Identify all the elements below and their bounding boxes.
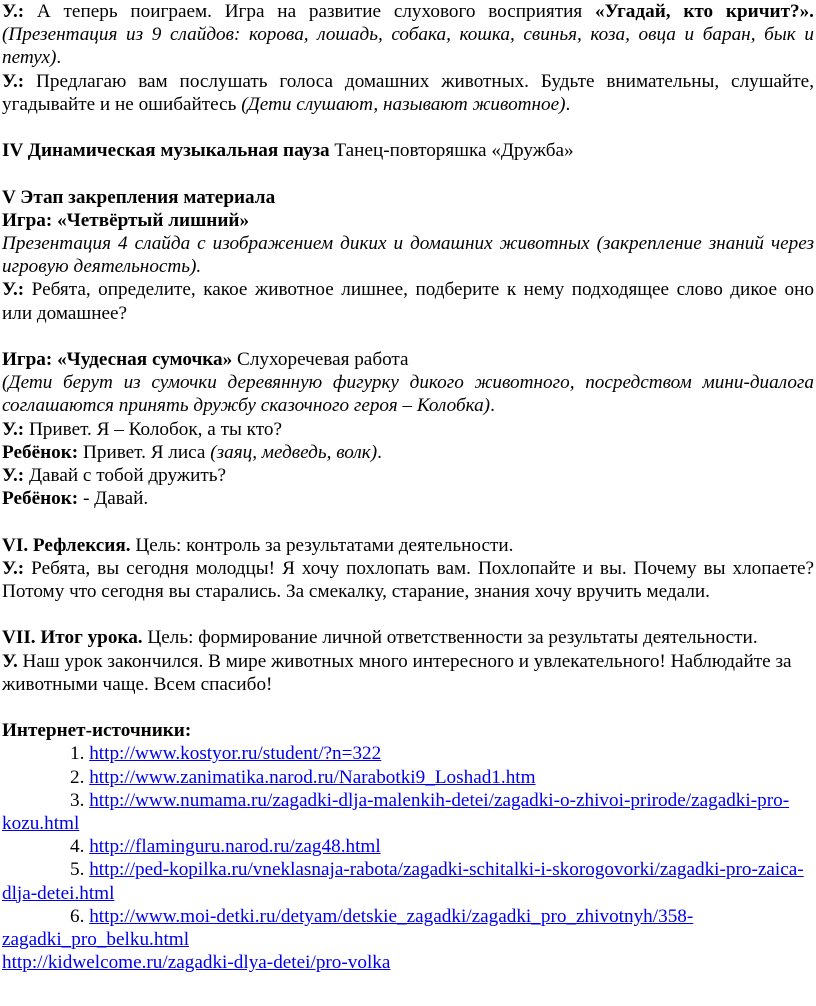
teacher-label: У. xyxy=(2,650,18,672)
game1-title xyxy=(2,209,814,232)
dialog-text: - Давай. xyxy=(78,488,149,510)
game2-text: Слухоречевая работа xyxy=(232,349,409,370)
goal-text: Цель: формирование личной ответственности за результаты деятельности. xyxy=(142,627,758,649)
game1-task xyxy=(2,278,814,324)
game-title: «Угадай, кто кричит?». xyxy=(594,1,814,22)
summary-text: Наш урок закончился. В мире животных много интересного и увлекательного! Наблюдайте за животными чаще. Всем спасибо! xyxy=(2,650,792,695)
source-link-6[interactable]: http://www.moi-detki.ru/detyam/detskie_zagadki/zagadki_pro_zhivotnyh/358-zagadki_pro_belku.html xyxy=(2,905,694,951)
source-item-2 xyxy=(2,766,814,789)
intro-paragraph xyxy=(2,0,814,70)
dialog-line-1 xyxy=(2,418,814,441)
punctuation: . xyxy=(490,395,495,417)
reflection-text: Ребята, вы сегодня молодцы! Я хочу похлопать вам. Похлопайте и вы. Почему вы хлопаете? Потому что сегодня вы старались. За смекалку, старание, знания хочу вручить медали. xyxy=(2,557,814,603)
summary-heading xyxy=(2,626,814,649)
listen-note: (Дети слушают, называют животное) xyxy=(241,93,566,115)
source-link-3[interactable]: http://www.numama.ru/zagadki-dlja-malenkih-detei/zagadki-o-zhivoi-prirode/zagadki-pro-kozu.html xyxy=(2,789,790,835)
teacher-label: У.: xyxy=(2,279,25,301)
teacher-label: У.: xyxy=(2,418,25,440)
source-item-3 xyxy=(2,789,814,835)
heading-text: Интернет-источники: xyxy=(2,720,192,742)
teacher-label: У.: xyxy=(2,70,25,92)
intro-text: А теперь поиграем. Игра на развитие слухового восприятия xyxy=(24,1,595,22)
source-link-1[interactable]: http://www.kostyor.ru/student/?n=322 xyxy=(89,743,382,765)
list-number: 2. xyxy=(70,766,85,788)
list-number: 5. xyxy=(70,859,85,881)
game2-title xyxy=(2,348,814,371)
section-heading-vi: VI. Рефлексия. xyxy=(2,534,131,556)
summary-paragraph xyxy=(2,650,814,696)
source-link-extra[interactable]: http://kidwelcome.ru/zagadki-dlya-detei/pro-volka xyxy=(2,952,391,974)
game2-note xyxy=(2,371,814,417)
source-item-4 xyxy=(2,835,814,858)
source-item-extra xyxy=(2,951,814,974)
punctuation: . xyxy=(565,93,571,115)
heading-text: V Этап закрепления материала xyxy=(2,186,276,208)
pause-paragraph xyxy=(2,139,814,162)
dialog-line-2 xyxy=(2,441,814,464)
dialog-text: Привет. Я лиса xyxy=(78,441,211,463)
source-item-1 xyxy=(2,742,814,765)
teacher-label: У.: xyxy=(2,1,25,22)
source-item-5 xyxy=(2,858,814,904)
source-link-5[interactable]: http://ped-kopilka.ru/vneklasnaja-rabota/zagadki-schitalki-i-skorogovorki/zagadki-pro-zaica-dlja-detei.html xyxy=(2,859,804,904)
dialog-line-3 xyxy=(2,464,814,487)
task-text: Ребята, определите, какое животное лишнее, подберите к нему подходящее слово дикое оно или домашнее? xyxy=(2,279,814,324)
source-item-6 xyxy=(2,905,814,951)
pause-text: Танец-повторяшка «Дружба» xyxy=(329,140,574,162)
presentation-note: (Презентация из 9 слайдов: корова, лошадь, собака, кошка, свинья, коза, овца и баран, бык и петух) xyxy=(2,24,814,69)
list-number: 4. xyxy=(70,836,85,858)
document-page xyxy=(2,0,814,974)
section-heading-vii: VII. Итог урока. xyxy=(2,627,143,649)
heading-text: Игра: «Чудесная сумочка» xyxy=(2,349,233,370)
listen-paragraph xyxy=(2,70,814,116)
dialog-text: Привет. Я – Колобок, а ты кто? xyxy=(24,418,282,440)
punctuation: . xyxy=(377,441,382,463)
child-label: Ребёнок: xyxy=(2,488,79,510)
listen-text: Предлагаю вам послушать голоса домашних животных. Будьте внимательны, слушайте, угадывайте и не ошибайтесь xyxy=(2,70,814,115)
source-link-2[interactable]: http://www.zanimatika.narod.ru/Narabotki9_Loshad1.htm xyxy=(89,766,536,788)
note-text: (Дети берут из сумочки деревянную фигурку дикого животного, посредством мини-диалога соглашаются принять дружбу сказочного героя – Колобка) xyxy=(2,372,814,417)
section-heading-v xyxy=(2,186,814,209)
heading-text: Игра: «Четвёртый лишний» xyxy=(2,209,250,231)
list-number: 1. xyxy=(70,743,85,765)
goal-text: Цель: контроль за результатами деятельности. xyxy=(130,534,514,556)
list-number: 3. xyxy=(70,789,85,811)
dialog-line-4 xyxy=(2,487,814,510)
sources-heading xyxy=(2,719,814,742)
game1-note xyxy=(2,232,814,278)
teacher-label: У.: xyxy=(2,557,25,579)
dialog-note: (заяц, медведь, волк) xyxy=(210,441,378,463)
child-label: Ребёнок: xyxy=(2,441,79,463)
list-number: 6. xyxy=(70,905,85,927)
dialog-text: Давай с тобой дружить? xyxy=(24,465,227,487)
source-link-4[interactable]: http://flaminguru.narod.ru/zag48.html xyxy=(89,836,381,858)
punctuation: . xyxy=(56,47,62,69)
note-text: Презентация 4 слайда с изображением диких и домашних животных (закрепление знаний через игровую деятельность). xyxy=(2,233,814,278)
teacher-label: У.: xyxy=(2,465,25,487)
section-heading-iv: IV Динамическая музыкальная пауза xyxy=(2,140,330,162)
reflection-heading xyxy=(2,534,814,557)
reflection-paragraph xyxy=(2,557,814,603)
